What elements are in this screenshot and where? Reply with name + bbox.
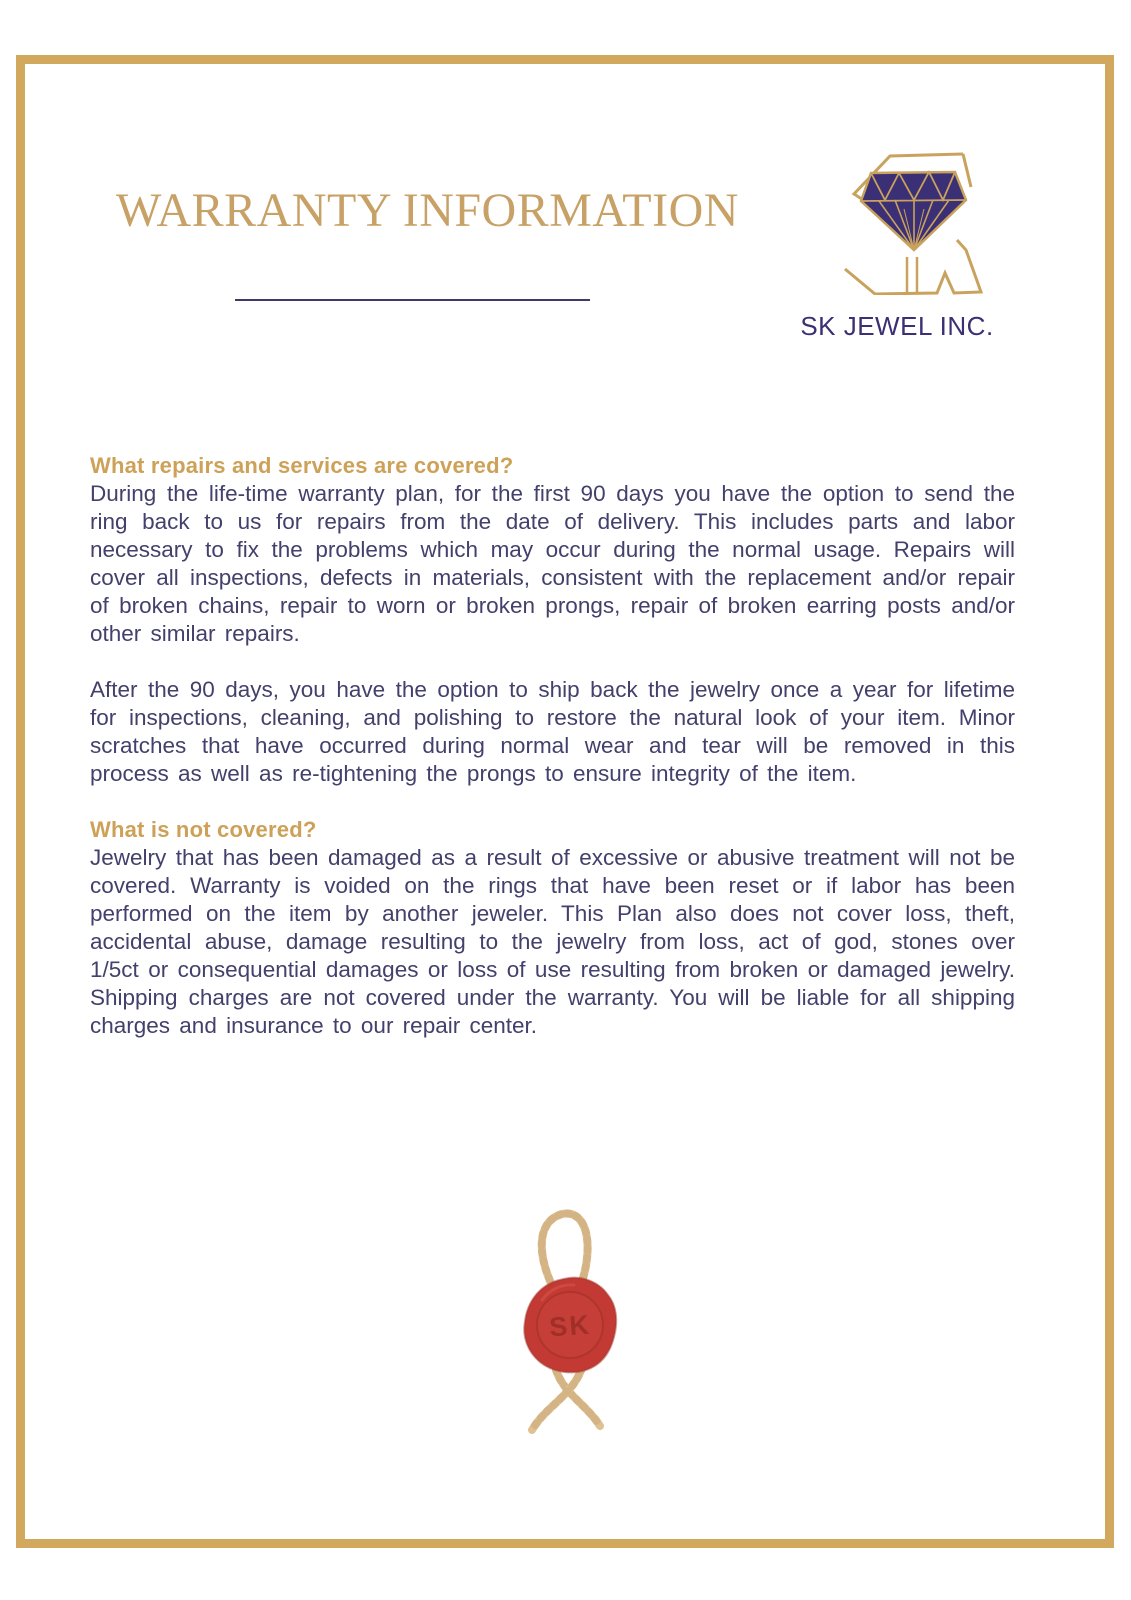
section-heading-not-covered: What is not covered? bbox=[90, 817, 317, 842]
document-body bbox=[90, 452, 1015, 1068]
section-covered bbox=[90, 452, 1015, 788]
brand-block bbox=[795, 147, 999, 342]
paragraph-not-covered-1: Jewelry that has been damaged as a result of excessive or abusive treatment will not be covered. Warranty is voided on the rings that have been reset or if labor has been performed on the item by another jeweler. This Plan also does not cover loss, theft, accidental abuse, damage resulting to the jewelry from loss, act of god, stones over 1/5ct or consequential damages or loss of use resulting from broken or damaged jewelry. Shipping charges are not covered under the warranty. You will be liable for all shipping charges and insurance to our repair center. bbox=[90, 845, 1015, 1038]
title-underline bbox=[235, 299, 590, 301]
wax-seal bbox=[470, 1198, 670, 1438]
page-title: WARRANTY INFORMATION bbox=[116, 184, 739, 237]
brand-name: SK JEWEL INC. bbox=[800, 311, 994, 341]
section-not-covered bbox=[90, 816, 1015, 1040]
paragraph-covered-1: During the life-time warranty plan, for the first 90 days you have the option to send the ring back to us for repairs from the date of delivery. This includes parts and labor necessary to fix the problems which may occur during the normal usage. Repairs will cover all inspections, defects in materials, consistent with the replacement and/or repair of broken chains, repair to worn or broken prongs, repair of broken earring posts and/or other similar repairs. bbox=[90, 481, 1015, 646]
diamond-icon bbox=[861, 172, 966, 250]
seal-monogram: SK bbox=[548, 1309, 592, 1343]
sk-jewel-logo-icon bbox=[811, 147, 983, 295]
section-heading-covered: What repairs and services are covered? bbox=[90, 453, 514, 478]
seal-wax-icon bbox=[524, 1278, 616, 1373]
paragraph-covered-2: After the 90 days, you have the option to ship back the jewelry once a year for lifetime for inspections, cleaning, and polishing to restore the natural look of your item. Minor scratches that have occurred during normal wear and tear will be removed in this process as well as re-tightening the prongs to ensure integrity of the item. bbox=[90, 677, 1015, 786]
